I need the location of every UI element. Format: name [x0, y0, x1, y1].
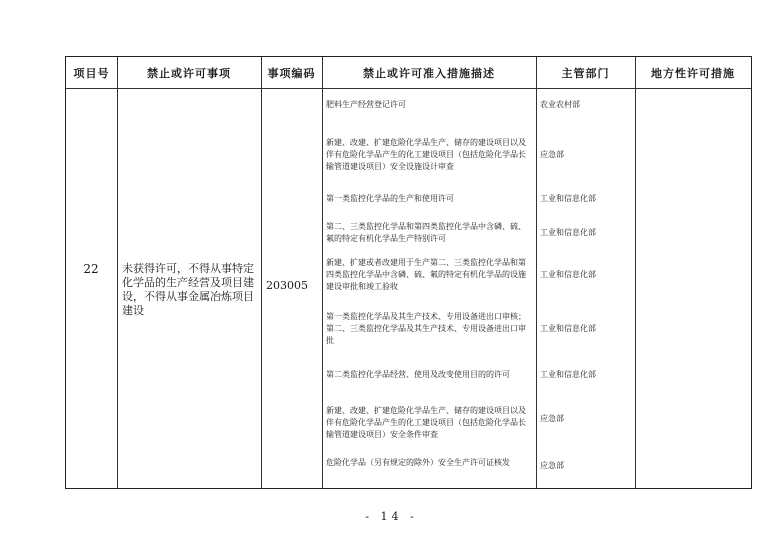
column-divider [117, 57, 118, 488]
row-item-text: 未获得许可，不得从事特定化学品的生产经营及项目建设，不得从事金属冶炼项目建设 [122, 262, 254, 317]
header-item: 禁止或许可事项 [147, 66, 231, 80]
measure-department: 工业和信息化部 [540, 270, 596, 279]
header-department: 主管部门 [561, 66, 610, 80]
column-divider [261, 57, 262, 488]
page-number: - 14 - [365, 510, 418, 523]
measure-department: 工业和信息化部 [540, 370, 596, 379]
measure-department: 应急部 [540, 414, 564, 423]
measure-department: 工业和信息化部 [540, 324, 596, 333]
header-local-measures: 地方性许可措施 [651, 66, 735, 80]
measure-desc: 第一类监控化学品的生产和使用许可 [326, 194, 454, 203]
measure-desc: 第二类监控化学品经营、使用及改变使用目的的许可 [326, 370, 510, 379]
measure-department: 应急部 [540, 150, 564, 159]
column-divider [536, 57, 537, 488]
header-seq: 项目号 [73, 66, 110, 80]
measure-department: 工业和信息化部 [540, 194, 596, 203]
column-divider [635, 57, 636, 488]
row-item-code: 203005 [266, 279, 308, 292]
measure-desc: 新建、改建、扩建危险化学品生产、储存的建设项目以及伴有危险化学品产生的化工建设项目（包括危险化学品长输管道建设项目）安全设施设计审查 [326, 138, 526, 171]
regulation-table [65, 56, 752, 489]
column-divider [322, 57, 323, 488]
measure-desc: 第一类监控化学品及其生产技术、专用设备进出口审核；第二、三类监控化学品及其生产技术、专用设备进出口审批 [326, 312, 526, 345]
row-seq-number: 22 [83, 262, 99, 276]
header-divider [66, 88, 751, 89]
measure-desc: 危险化学品（另有规定的除外）安全生产许可证核发 [326, 458, 510, 467]
measure-desc: 新建、扩建或者改建用于生产第二、三类监控化学品和第四类监控化学品中含磷、硫、氟的特定有机化学品的设施建设审批和竣工验收 [326, 258, 526, 291]
header-measure-desc: 禁止或许可准入措施描述 [363, 66, 495, 80]
measure-desc: 第二、三类监控化学品和第四类监控化学品中含磷、硫、氟的特定有机化学品生产特别许可 [326, 222, 526, 243]
measure-department: 工业和信息化部 [540, 228, 596, 237]
measure-department: 应急部 [540, 461, 564, 470]
measure-desc: 新建、改建、扩建危险化学品生产、储存的建设项目以及伴有危险化学品产生的化工建设项目（包括危险化学品长输管道建设项目）安全条件审查 [326, 406, 526, 439]
measure-desc: 肥料生产经营登记许可 [326, 100, 406, 109]
measure-department: 农业农村部 [540, 100, 580, 109]
header-code: 事项编码 [267, 66, 316, 80]
